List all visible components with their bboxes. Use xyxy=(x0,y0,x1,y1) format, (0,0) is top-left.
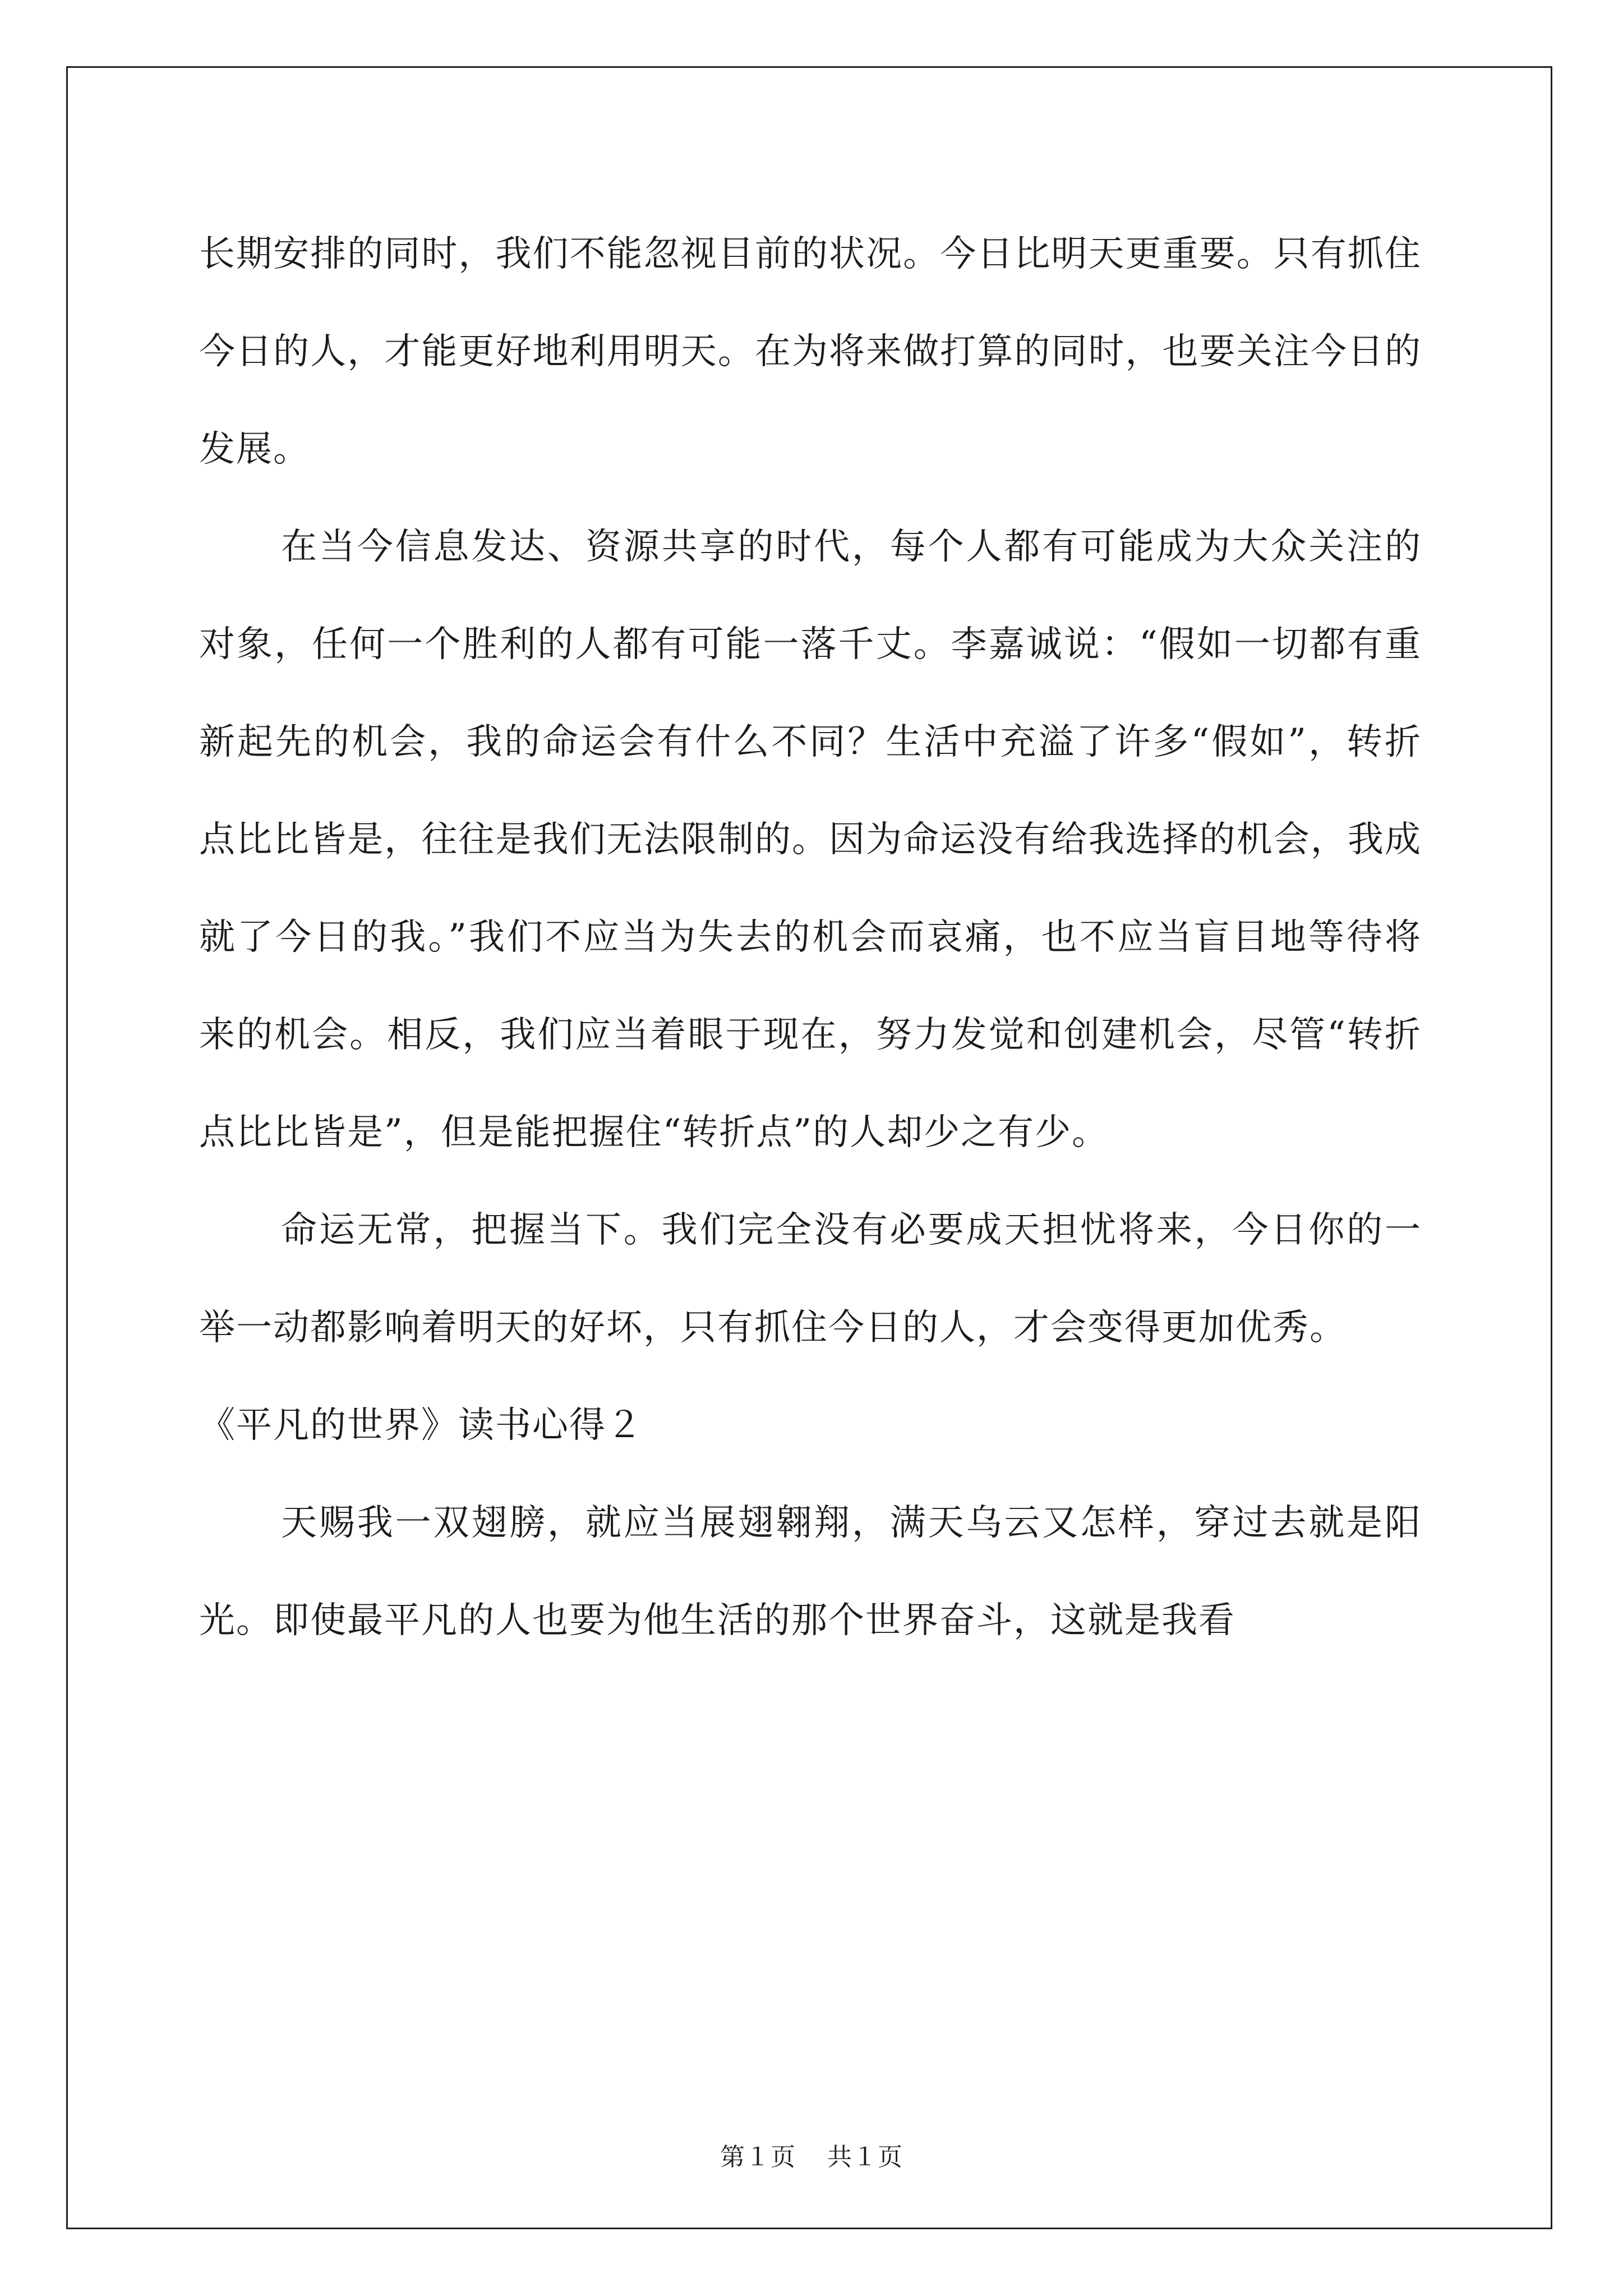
section-heading: 《平凡的世界》读书心得２ xyxy=(199,1405,643,1446)
paragraph-4: 天赐我一双翅膀，就应当展翅翱翔，满天乌云又怎样，穿过去就是阳光。即使最平凡的人也要为他生活的那个世界奋斗，这就是我看 xyxy=(199,1502,1422,1641)
paragraph-1: 长期安排的同时，我们不能忽视目前的状况。今日比明天更重要。只有抓住今日的人，才能更好地利用明天。在为将来做打算的同时，也要关注今日的发展。 xyxy=(199,233,1422,470)
page-total: 共１页 xyxy=(827,2143,903,2171)
document-body xyxy=(199,205,1422,1669)
paragraph-3: 命运无常，把握当下。我们完全没有必要成天担忧将来，今日你的一举一动都影响着明天的好坏，只有抓住今日的人，才会变得更加优秀。 xyxy=(199,1209,1422,1349)
paragraph-2: 在当今信息发达、资源共享的时代，每个人都有可能成为大众关注的对象，任何一个胜利的人都有可能一落千丈。李嘉诚说：“假如一切都有重新起先的机会，我的命运会有什么不同？生活中充溢了许多“假如”，转折点比比皆是，往往是我们无法限制的。因为命运没有给我选择的机会，我成就了今日的我。”我们不应当为失去的机会而哀痛，也不应当盲目地等待将来的机会。相反，我们应当着眼于现在，努力发觉和创建机会，尽管“转折点比比皆是”，但是能把握住“转折点”的人却少之有少。 xyxy=(199,526,1422,1153)
page-footer xyxy=(0,2141,1623,2174)
page-number: 第１页 xyxy=(720,2143,796,2171)
